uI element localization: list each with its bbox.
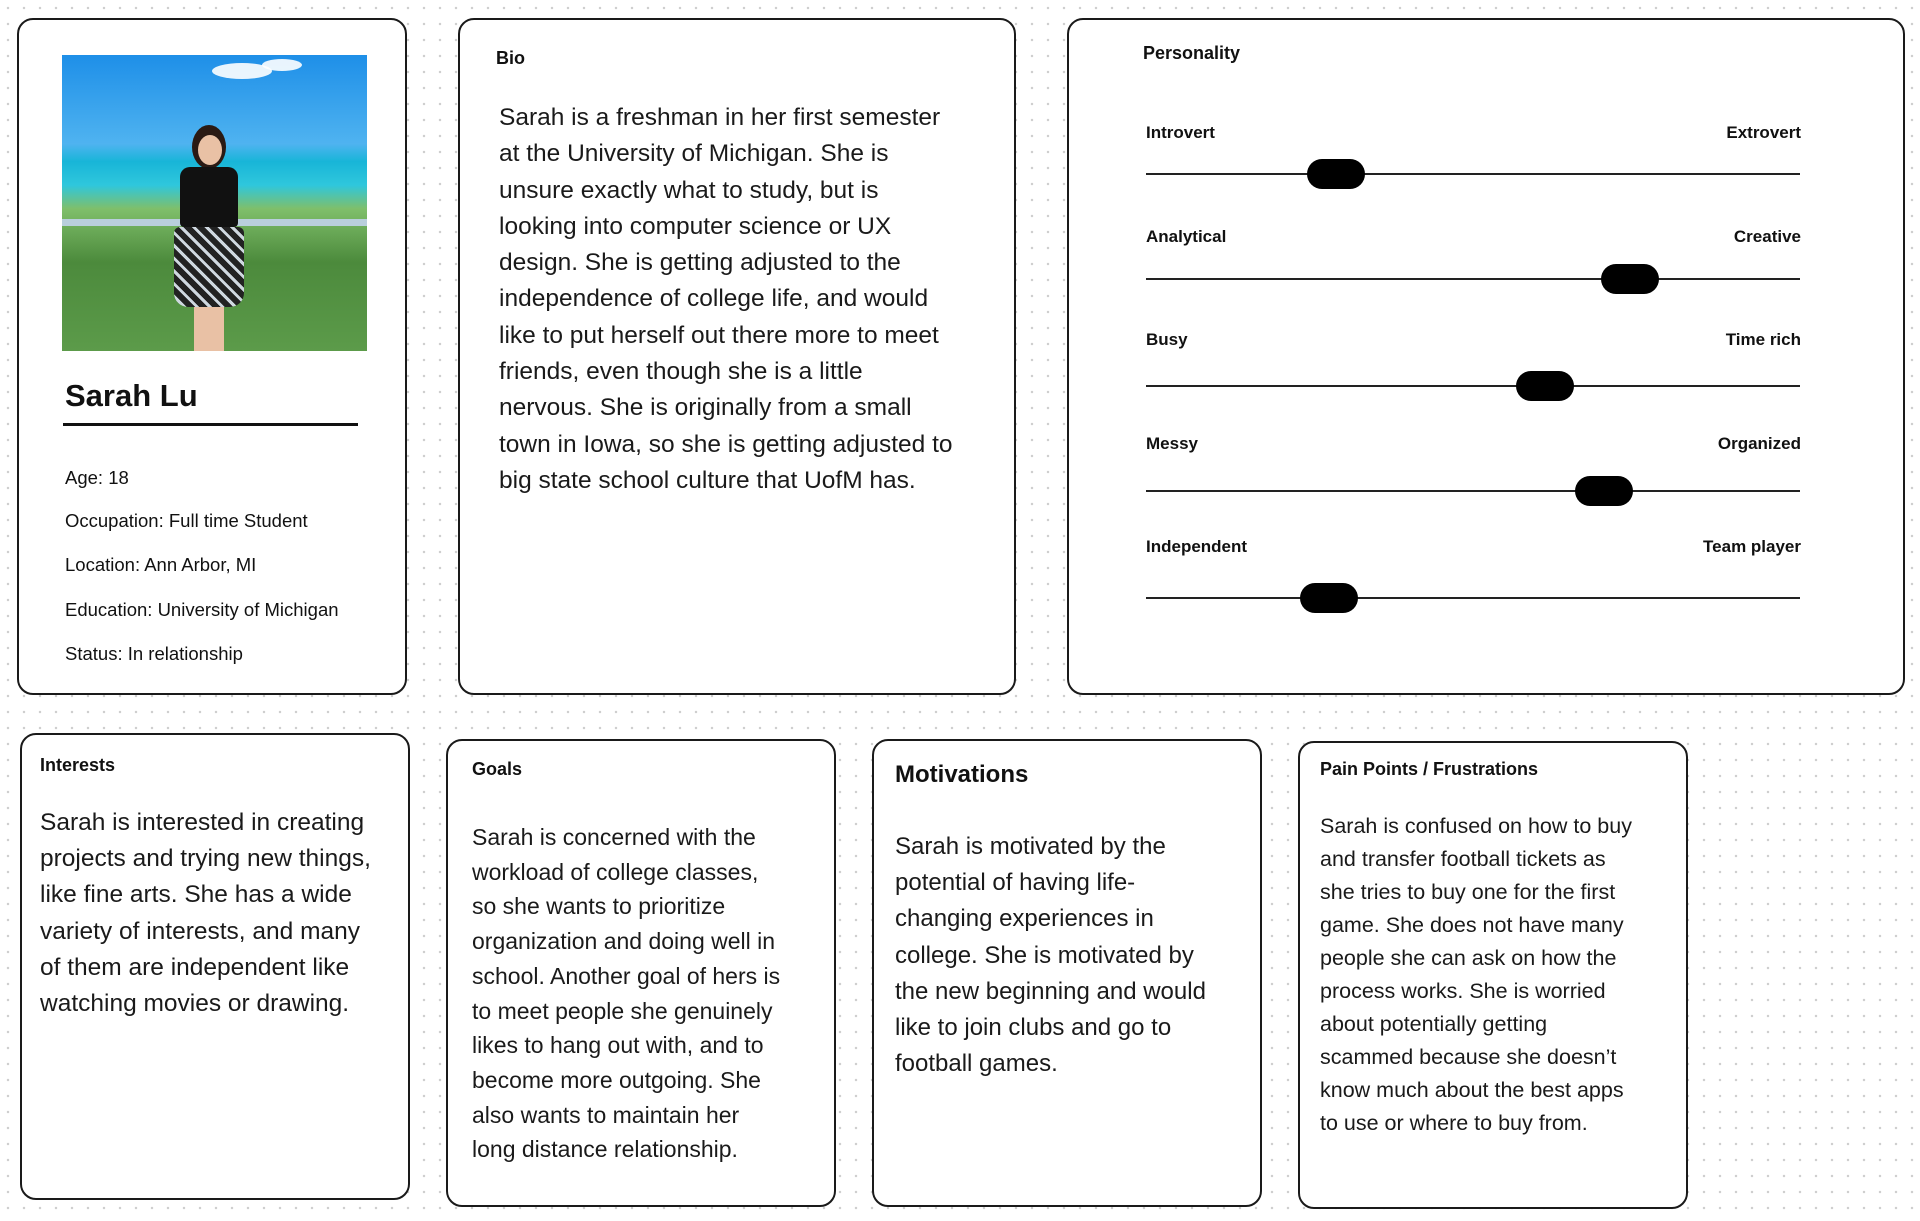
slider-track[interactable]	[1146, 490, 1800, 492]
interests-title: Interests	[40, 755, 116, 775]
info-age: Age: 18	[65, 467, 129, 488]
persona-name: Sarah Lu	[65, 378, 198, 413]
motivations-text: Sarah is motivated by the potential of having life- changing experiences in college. She is motivated by the new beginning and would like to join clubs and go to football games.	[895, 833, 1206, 1078]
profile-card	[17, 18, 407, 695]
slider-thumb[interactable]	[1516, 371, 1574, 401]
slider-track[interactable]	[1146, 385, 1800, 387]
pain-points-title: Pain Points / Frustrations	[1320, 759, 1539, 779]
interests-text: Sarah is interested in creating projects and trying new things, like fine arts. She has a wide variety of interests, and many of them are independent like watching movies or drawing.	[40, 809, 371, 1018]
slider-left-label: Analytical	[1146, 227, 1227, 246]
motivations-card	[872, 739, 1262, 1207]
info-location: Location: Ann Arbor, MI	[65, 554, 257, 575]
info-occupation: Occupation: Full time Student	[65, 510, 308, 531]
goals-card	[446, 739, 836, 1207]
slider-left-label: Introvert	[1146, 123, 1215, 142]
pain-points-text: Sarah is confused on how to buy and transfer football tickets as she tries to buy one for the first game. She does not have many people she can ask on how the process works. She is worried about potentially getting scammed because she doesn’t know much about the best apps to use or where to buy from.	[1320, 814, 1632, 1135]
slider-right-label: Creative	[1733, 227, 1801, 246]
slider-track[interactable]	[1146, 278, 1800, 280]
slider-thumb[interactable]	[1601, 264, 1659, 294]
slider-track[interactable]	[1146, 173, 1800, 175]
slider-right-label: Extrovert	[1726, 123, 1801, 142]
info-status: Status: In relationship	[65, 643, 243, 664]
personality-title: Personality	[1143, 43, 1241, 63]
interests-card	[20, 733, 410, 1200]
name-divider	[63, 423, 358, 426]
slider-right-label: Organized	[1717, 434, 1801, 453]
profile-photo	[62, 55, 367, 351]
slider-thumb[interactable]	[1575, 476, 1633, 506]
bio-title: Bio	[496, 48, 525, 68]
slider-left-label: Independent	[1146, 537, 1248, 556]
goals-text: Sarah is concerned with the workload of college classes, so she wants to prioritize organization and doing well in school. Another goal of hers is to meet people she genuinely likes to hang out with, and to become more outgoing. She also wants to maintain her long distance relationship.	[472, 824, 781, 1163]
slider-left-label: Messy	[1146, 434, 1198, 453]
slider-left-label: Busy	[1146, 330, 1188, 349]
slider-right-label: Team player	[1703, 537, 1801, 556]
pain-points-card	[1298, 741, 1688, 1209]
personality-card	[1067, 18, 1905, 695]
bio-card	[458, 18, 1016, 695]
slider-thumb[interactable]	[1300, 583, 1358, 613]
slider-right-label: Time rich	[1725, 330, 1801, 349]
info-education: Education: University of Michigan	[65, 599, 339, 620]
slider-track[interactable]	[1146, 597, 1800, 599]
slider-thumb[interactable]	[1307, 159, 1365, 189]
motivations-title: Motivations	[895, 761, 1029, 788]
bio-text: Sarah is a freshman in her first semester at the University of Michigan. She is unsure exactly what to study, but is looking into computer science or UX design. She is getting adjusted to the independence of college life, and would like to put herself out there more to meet friends, even though she is a little nervous. She is originally from a small town in Iowa, so she is getting adjusted to big state school culture that UofM has.	[499, 104, 953, 494]
goals-title: Goals	[472, 759, 523, 779]
